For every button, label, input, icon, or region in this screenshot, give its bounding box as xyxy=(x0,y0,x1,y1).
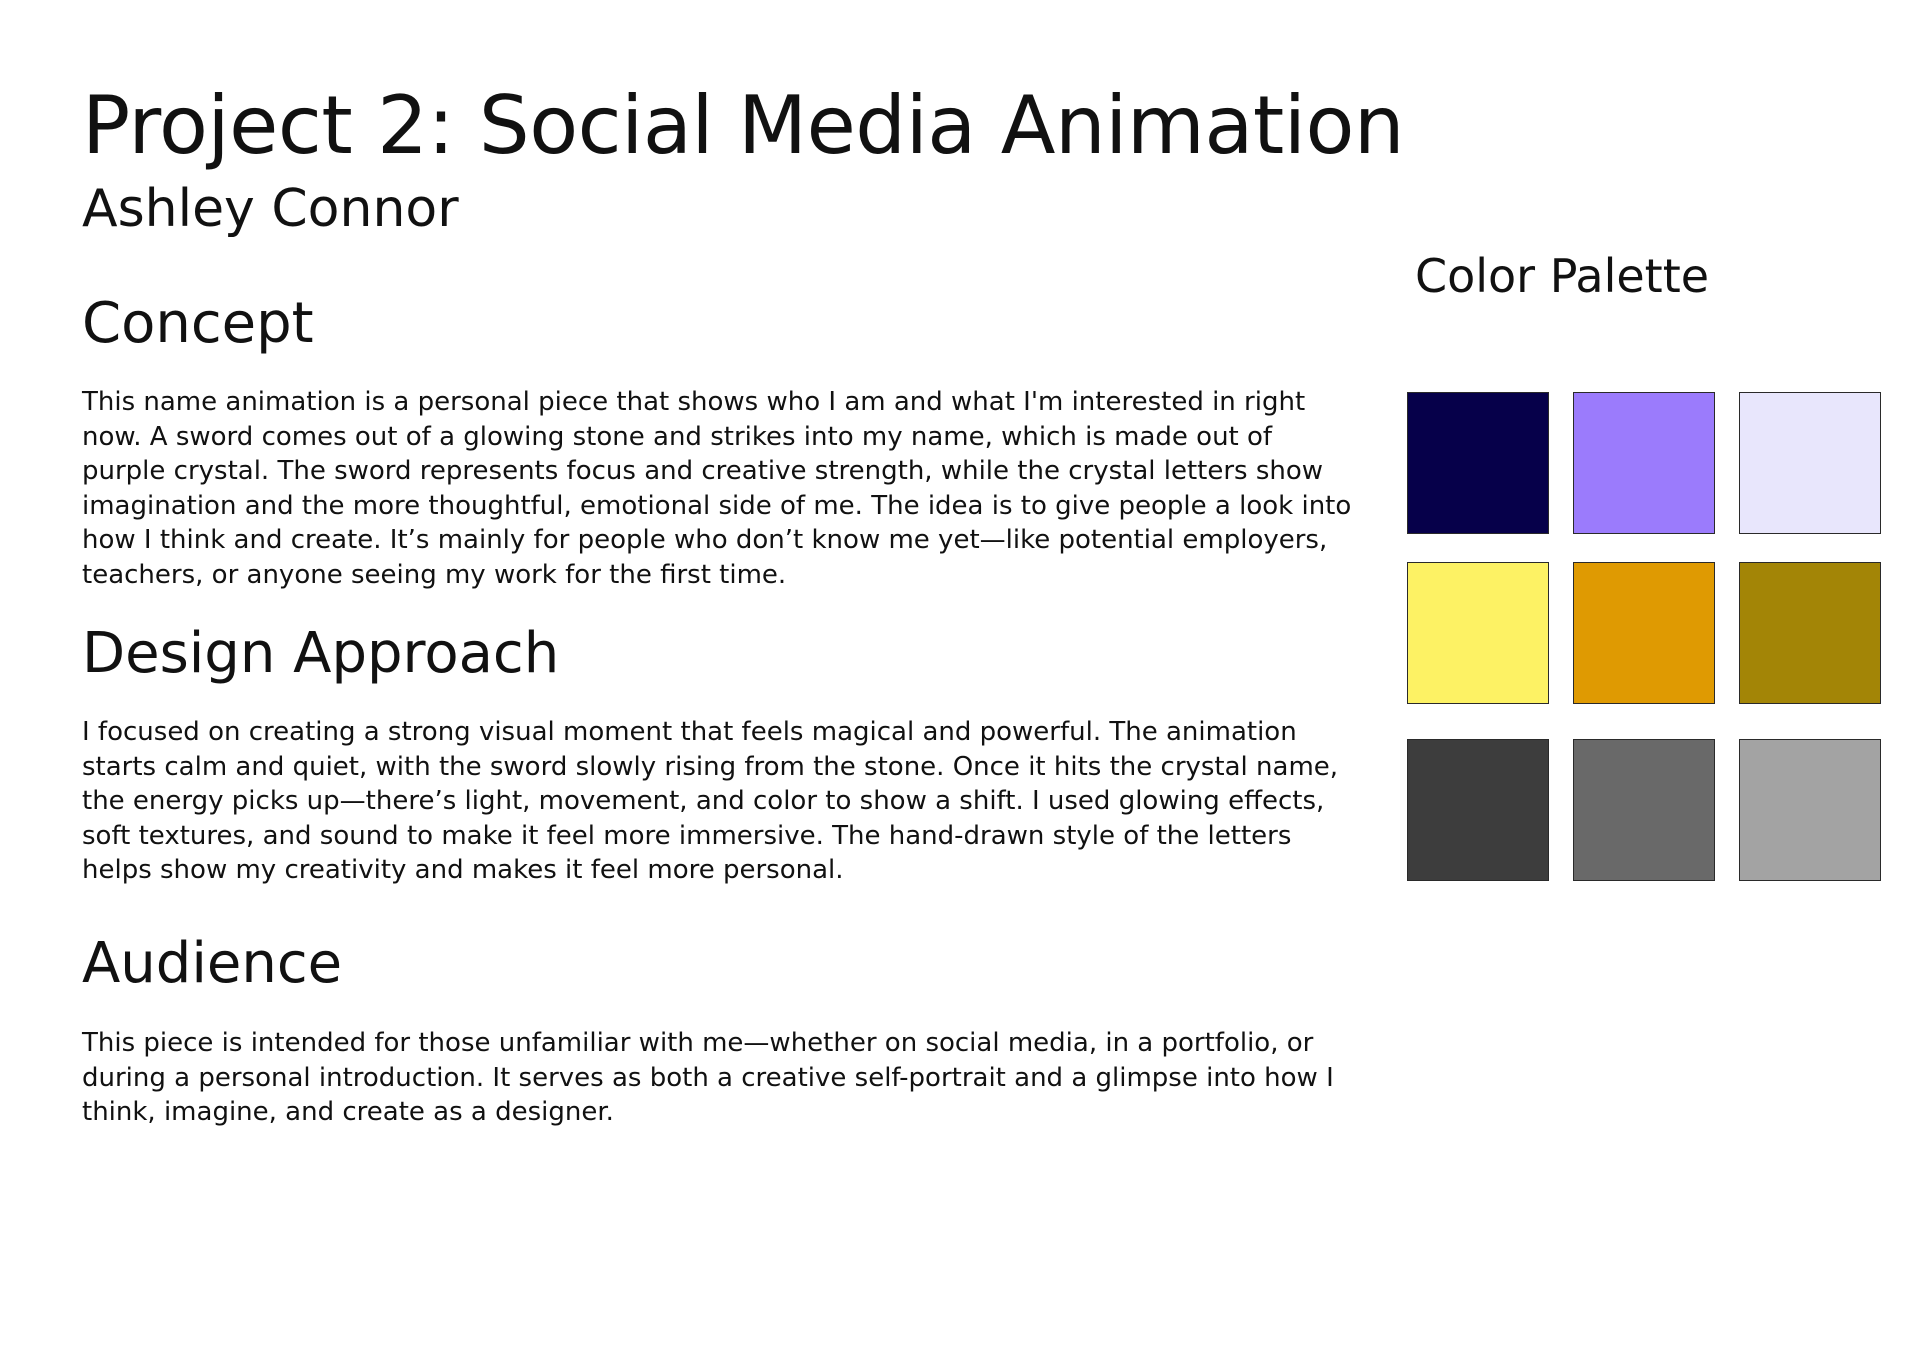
design-approach-heading: Design Approach xyxy=(82,621,560,686)
color-swatch xyxy=(1407,739,1549,881)
color-swatch xyxy=(1739,392,1881,534)
audience-body: This piece is intended for those unfamiliar with me—whether on social media, in a portfolio, or during a personal introduction. It serves as both a creative self-portrait and a glimpse into how I think, imagine, and create as a designer. xyxy=(82,1028,1334,1127)
page-title: Project 2: Social Media Animation xyxy=(82,79,1405,172)
audience-heading: Audience xyxy=(82,931,343,996)
color-swatch xyxy=(1407,562,1549,704)
concept-body: This name animation is a personal piece that shows who I am and what I'm interested in right now. A sword comes out of a glowing stone and strikes into my name, which is made out of purple crystal. The sword represents focus and creative strength, while the crystal letters show imagination and the more thoughtful, emotional side of me. The idea is to give people a look into how I think and create. It’s mainly for people who don’t know me yet—like potential employers, teachers, or anyone seeing my work for the first time. xyxy=(82,387,1352,590)
color-palette-title: Color Palette xyxy=(1415,249,1710,303)
design-approach-body: I focused on creating a strong visual moment that feels magical and powerful. The animation starts calm and quiet, with the sword slowly rising from the stone. Once it hits the crystal name, the energy picks up—there’s light, movement, and color to show a shift. I used glowing effects, soft textures, and sound to make it feel more immersive. The hand-drawn style of the letters helps show my creativity and makes it feel more personal. xyxy=(82,717,1339,885)
color-swatch xyxy=(1573,739,1715,881)
author-name: Ashley Connor xyxy=(82,179,459,239)
color-swatch xyxy=(1573,392,1715,534)
concept-heading: Concept xyxy=(82,291,314,356)
color-swatch xyxy=(1739,562,1881,704)
color-swatch xyxy=(1573,562,1715,704)
color-swatch xyxy=(1739,739,1881,881)
color-swatch xyxy=(1407,392,1549,534)
